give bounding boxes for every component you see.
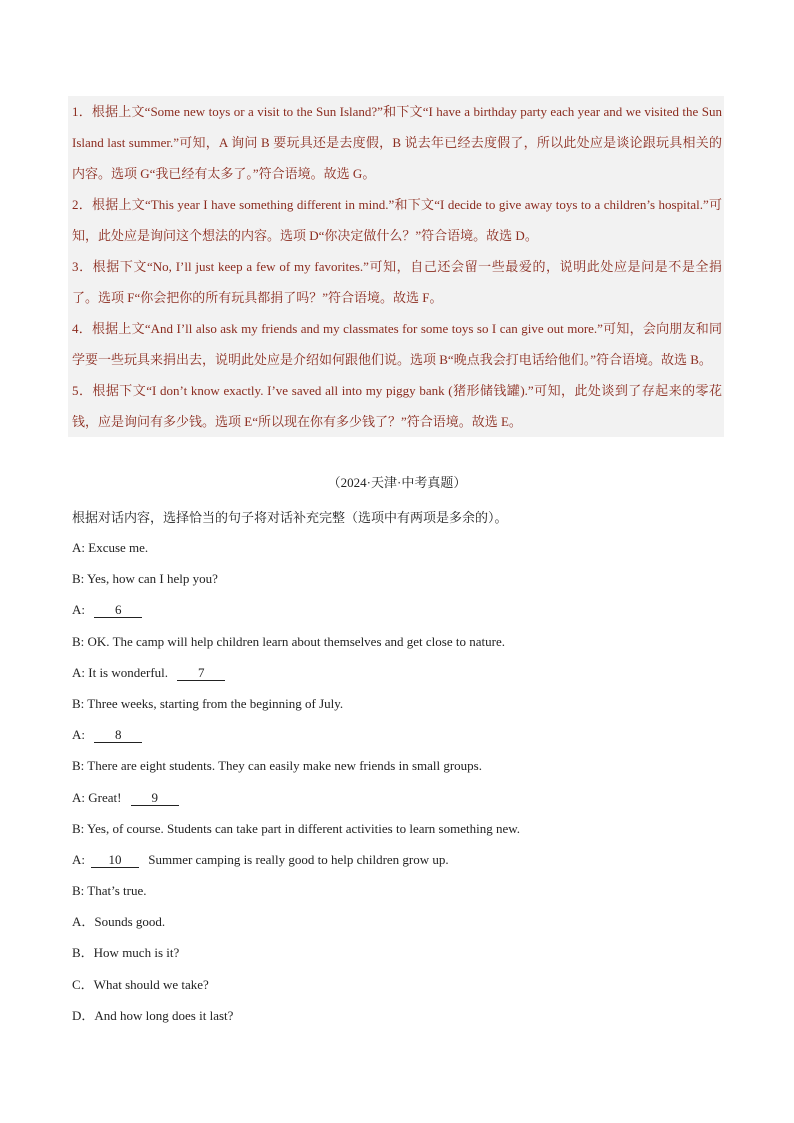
answer-blank[interactable]: 8 [94, 728, 142, 743]
answer-blank[interactable]: 7 [177, 666, 225, 681]
question-instruction: 根据对话内容，选择恰当的句子将对话补充完整（选项中有两项是多余的）。 [72, 510, 508, 525]
answer-explanation-2: 2．根据上文“This year I have something different in mind.”和下文“I decide to give away toys to a children’s hospital.”可知，此处应是询问这个想法的内容。选项 D“你决定做什么？”符合语境。故选 D。 [72, 197, 722, 243]
dialogue-line: B: There are eight students. They can easily make new friends in small groups. [72, 758, 482, 774]
dialogue-line: A: 8 [72, 719, 722, 750]
answer-explanation-5: 5．根据下文“I don’t know exactly. I’ve saved all into my piggy bank (猪形储钱罐).”可知，此处谈到了存起来的零花钱，应是询问有多少钱。选项 E“所以现在你有多少钱了？”符合语境。故选 E。 [72, 383, 722, 429]
answer-explanation-3: 3．根据下文“No, I’ll just keep a few of my favorites.”可知，自己还会留一些最爱的，说明此处应是问是不是全捐了。选项 F“你会把你的所有玩具都捐了吗？”符合语境。故选 F。 [72, 259, 722, 305]
answer-blank[interactable]: 6 [94, 603, 142, 618]
dialogue-line: A: Great! 9 [72, 782, 722, 813]
dialogue-line: A: Excuse me. [72, 540, 149, 555]
dialogue-line: A: It is wonderful. 7 [72, 657, 722, 688]
exam-source: （2024·天津·中考真题） [327, 475, 467, 490]
dialogue-line: B: OK. The camp will help children learn about themselves and get close to nature. [72, 633, 505, 649]
dialogue-line: A: 10 Summer camping is really good to help children grow up. [72, 851, 449, 867]
option-a: A．Sounds good. [72, 914, 166, 930]
answer-blank[interactable]: 9 [131, 791, 179, 806]
answer-explanation-box [68, 96, 724, 437]
dialogue-line: A: 6 [72, 594, 722, 625]
option-list [72, 906, 722, 1031]
answer-blank[interactable]: 10 [91, 853, 139, 868]
question-section [72, 504, 722, 1031]
option-c: C．What should we take? [72, 976, 209, 992]
dialogue [72, 532, 722, 906]
answer-explanation-4: 4．根据上文“And I’ll also ask my friends and my classmates for some toys so I can give out more.”可知，会向朋友和同学要一些玩具来捐出去，说明此处应是介绍如何跟他们说。选项 B“晚点我会打电话给他们。”符合语境。故选 B。 [72, 321, 722, 367]
dialogue-line: B: That’s true. [72, 883, 147, 899]
answer-explanation-1: 1．根据上文“Some new toys or a visit to the Sun Island?”和下文“I have a birthday party each year and we visited the Sun Island last summer.”可知，A 询问 B 要玩具还是去度假，B 说去年已经去度假了，所以此处应是谈论跟玩具相关的内容。选项 G“我已经有太多了。”符合语境。故选 G。 [72, 104, 722, 181]
dialogue-line: B: Yes, how can I help you? [72, 571, 218, 587]
dialogue-line: B: Yes, of course. Students can take part in different activities to learn something new. [72, 820, 521, 836]
dialogue-line: B: Three weeks, starting from the beginning of July. [72, 695, 344, 711]
option-d: D．And how long does it last? [72, 1007, 234, 1023]
option-b: B．How much is it? [72, 945, 180, 961]
